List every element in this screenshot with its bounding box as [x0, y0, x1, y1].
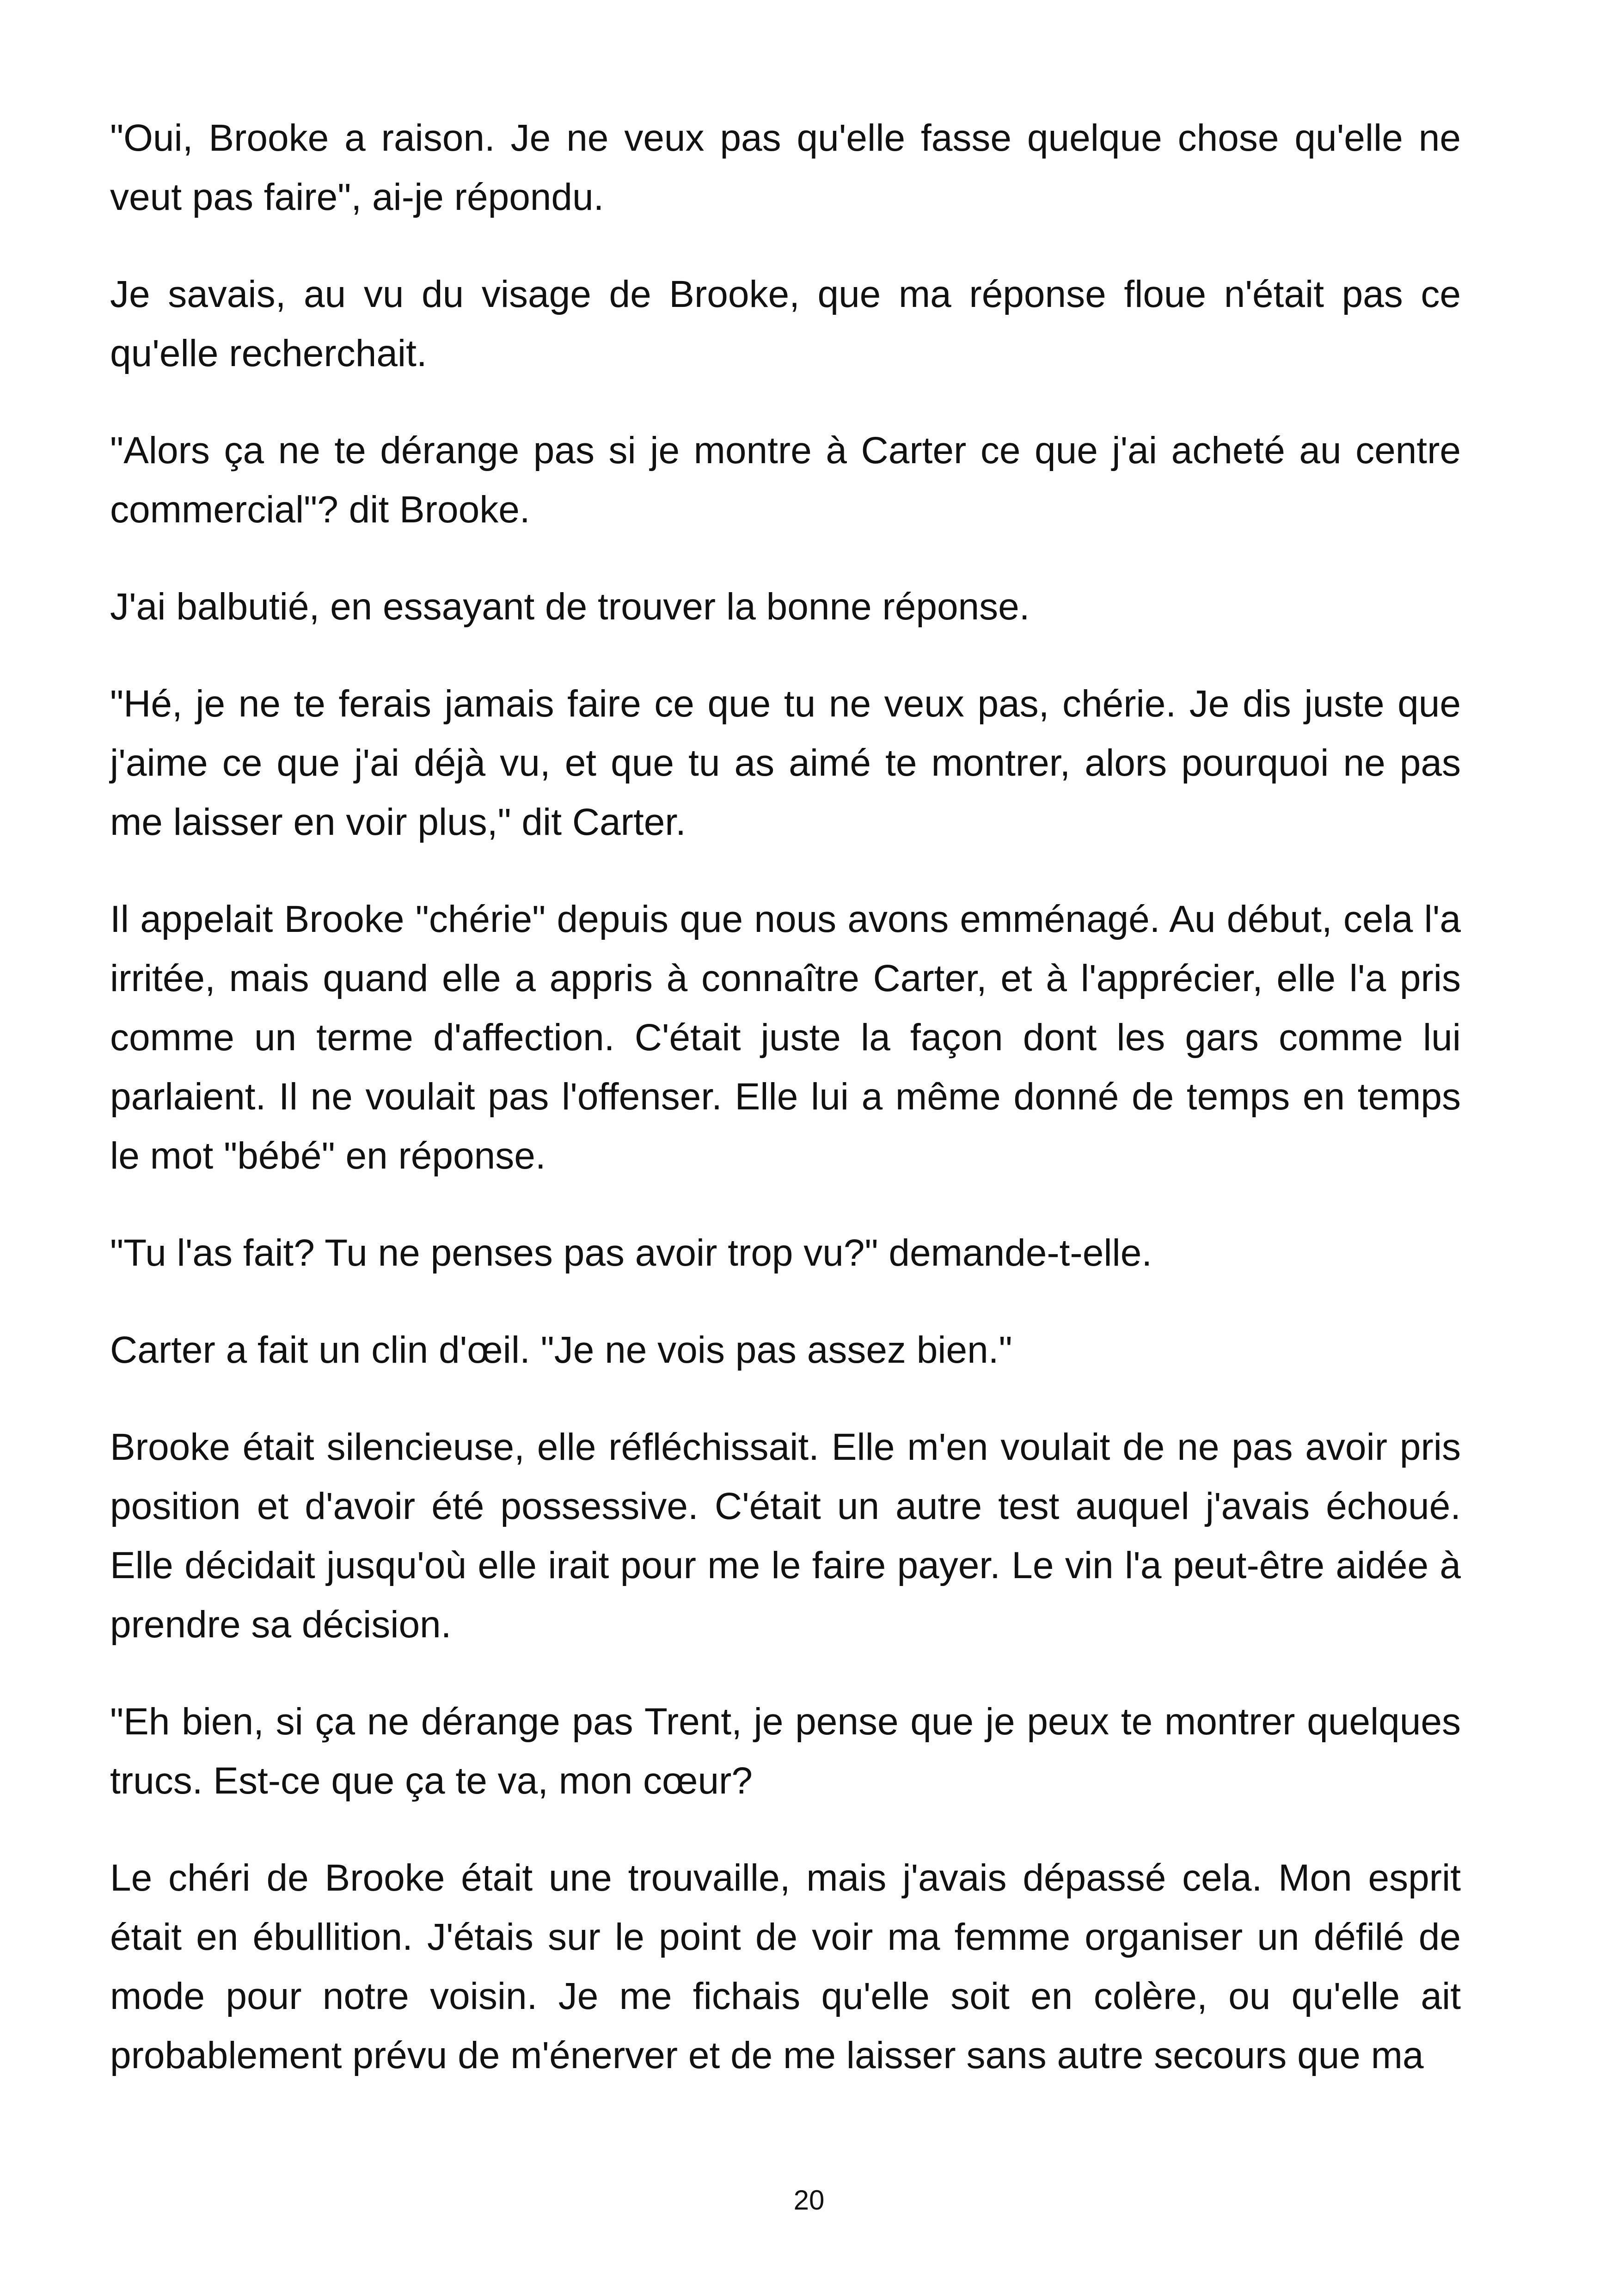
paragraph-8: Carter a fait un clin d'œil. "Je ne vois pas assez bien."	[110, 1329, 1012, 1371]
paragraph-4: J'ai balbutié, en essayant de trouver la bonne réponse.	[110, 586, 1030, 628]
paragraph-9: Brooke était silencieuse, elle réfléchissait. Elle m'en voulait de ne pas avoir pris position et d'avoir été possessive. C'était un autre test auquel j'avais échoué. Elle décidait jusqu'où elle irait pour me le faire payer. Le vin l'a peut-être aidée à prendre sa décision.	[110, 1426, 1461, 1646]
paragraph-11: Le chéri de Brooke était une trouvaille, mais j'avais dépassé cela. Mon esprit était en ébullition. J'étais sur le point de voir ma femme organiser un défilé de mode pour notre voisin. Je me fichais qu'elle soit en colère, ou qu'elle ait probablement prévu de m'énerver et de me laisser sans autre secours que ma	[110, 1857, 1461, 2076]
paragraph-3: "Alors ça ne te dérange pas si je montre à Carter ce que j'ai acheté au centre commercial"? dit Brooke.	[110, 429, 1461, 531]
paragraph-1: "Oui, Brooke a raison. Je ne veux pas qu'elle fasse quelque chose qu'elle ne veut pas faire", ai-je répondu.	[110, 117, 1461, 218]
page-number: 20	[793, 2185, 825, 2216]
paragraph-2: Je savais, au vu du visage de Brooke, que ma réponse floue n'était pas ce qu'elle recherchait.	[110, 273, 1461, 374]
paragraph-6: Il appelait Brooke "chérie" depuis que nous avons emménagé. Au début, cela l'a irritée, mais quand elle a appris à connaître Carter, et à l'apprécier, elle l'a pris comme un terme d'affection. C'était juste la façon dont les gars comme lui parlaient. Il ne voulait pas l'offenser. Elle lui a même donné de temps en temps le mot "bébé" en réponse.	[110, 898, 1461, 1177]
paragraph-5: "Hé, je ne te ferais jamais faire ce que tu ne veux pas, chérie. Je dis juste que j'aime ce que j'ai déjà vu, et que tu as aimé te montrer, alors pourquoi ne pas me laisser en voir plus," dit Carter.	[110, 683, 1461, 843]
paragraph-7: "Tu l'as fait? Tu ne penses pas avoir trop vu?" demande-t-elle.	[110, 1232, 1152, 1274]
body-text	[110, 109, 1461, 2085]
paragraph-10: "Eh bien, si ça ne dérange pas Trent, je pense que je peux te montrer quelques trucs. Est-ce que ça te va, mon cœur?	[110, 1701, 1461, 1802]
